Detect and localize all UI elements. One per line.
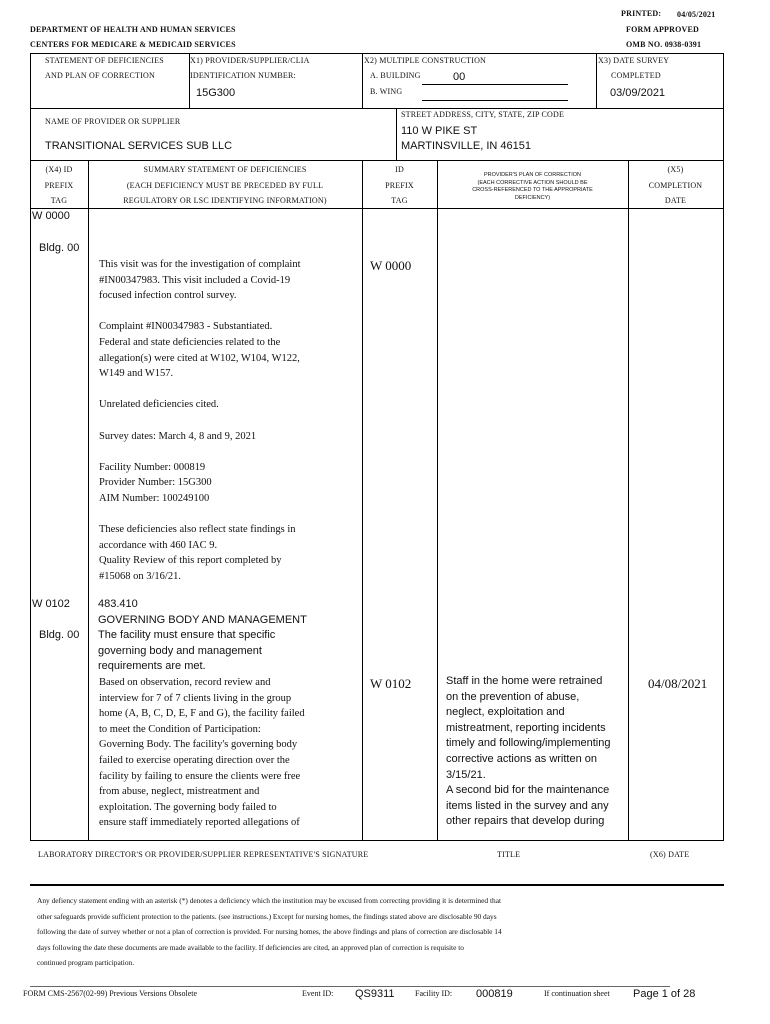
summary-header-line3: REGULATORY OR LSC IDENTIFYING INFORMATION) bbox=[123, 196, 327, 205]
w0000-bldg: Bldg. 00 bbox=[39, 242, 80, 254]
top-box-bottom-border bbox=[30, 108, 724, 109]
provider-name-label: NAME OF PROVIDER OR SUPPLIER bbox=[45, 117, 181, 126]
w0102-id-tag: W 0102 bbox=[370, 676, 412, 691]
footer-rule bbox=[30, 986, 670, 987]
provider-box-bottom-border bbox=[30, 160, 724, 161]
address-label: STREET ADDRESS, CITY, STATE, ZIP CODE bbox=[401, 110, 565, 119]
building-value: 00 bbox=[453, 71, 466, 83]
top-box-divider-3 bbox=[596, 53, 597, 108]
printed-label: PRINTED: bbox=[621, 9, 662, 18]
disclaimer-line5: continued program participation. bbox=[37, 958, 135, 967]
id-header-line3: TAG bbox=[391, 196, 408, 205]
column-header-bottom-border bbox=[30, 208, 724, 209]
x4-header-line3: TAG bbox=[50, 196, 68, 205]
plan-header-line3: CROSS-REFERENCED TO THE APPROPRIATE bbox=[472, 187, 593, 193]
summary-header-line2: (EACH DEFICIENCY MUST BE PRECEDED BY FULL bbox=[126, 181, 324, 190]
id-header-line1: ID bbox=[395, 165, 404, 174]
disclaimer-line4: days following the date these documents are made available to the facility. If deficiencies are cited, an approved plan of correction is requisite to bbox=[37, 942, 464, 952]
signature-bottom-border bbox=[30, 884, 724, 886]
facility-id-label: Facility ID: bbox=[415, 989, 453, 998]
x5-header-line1: (X5) bbox=[667, 165, 684, 174]
table-left-border bbox=[30, 160, 31, 840]
statement-label-line2: AND PLAN OF CORRECTION bbox=[45, 71, 155, 80]
plan-header-line4: DEFICIENCY) bbox=[514, 194, 551, 201]
provider-box-right-border bbox=[723, 108, 724, 160]
table-divider-3 bbox=[437, 160, 438, 840]
id-header-line2: PREFIX bbox=[385, 181, 414, 190]
disclaimer-line1: Any defiency statement ending with an asterisk (*) denotes a deficiency which the institution may be excused from correcting providing it is determined that bbox=[37, 896, 502, 905]
plan-header-line1: PROVIDER'S PLAN OF CORRECTION bbox=[483, 172, 581, 178]
w0000-id-tag: W 0000 bbox=[370, 258, 412, 273]
x5-header-line2: COMPLETION bbox=[648, 181, 703, 190]
department-title: DEPARTMENT OF HEALTH AND HUMAN SERVICES bbox=[30, 25, 236, 34]
x1-label-line2: IDENTIFICATION NUMBER: bbox=[190, 71, 296, 80]
top-box-right-border bbox=[723, 53, 724, 108]
table-bottom-border bbox=[30, 840, 724, 841]
provider-box-left-border bbox=[30, 108, 31, 160]
wing-label: B. WING bbox=[370, 87, 403, 96]
provider-box-divider bbox=[396, 108, 397, 160]
survey-completed-date: 03/09/2021 bbox=[610, 87, 666, 99]
x4-header-line1: (X4) ID bbox=[45, 165, 73, 174]
w0000-summary: This visit was for the investigation of complaint #IN00347983. This visit included a Covid-19 focused infection control survey. Complaint #IN00347983 - Substantiated. Federal and state deficiencies related to the allegation(s) were cited at W102, W104, W122, W149 and W157. Unrelated deficiencies cited. Survey dates: March 4, 8 and 9, 2021 Facility Number: 000819 Provider Number: 15G300 AIM Number: 100249100 These deficiencies also reflect state findings in accordance with 460 IAC 9. Quality Review of this report completed by #15068 on 3/16/21. bbox=[99, 259, 301, 582]
table-divider-4 bbox=[628, 160, 629, 840]
director-signature-label: LABORATORY DIRECTOR'S OR PROVIDER/SUPPLIER REPRESENTATIVE'S SIGNATURE bbox=[38, 850, 369, 859]
provider-name: TRANSITIONAL SERVICES SUB LLC bbox=[45, 140, 233, 152]
event-id-value: QS9311 bbox=[355, 988, 395, 1000]
printed-date: 04/05/2021 bbox=[677, 10, 716, 19]
table-divider-2 bbox=[362, 160, 363, 840]
summary-header-line1: SUMMARY STATEMENT OF DEFICIENCIES bbox=[143, 165, 307, 174]
top-box-top-border bbox=[30, 53, 724, 54]
table-right-border bbox=[723, 160, 724, 840]
top-box-divider-2 bbox=[362, 53, 363, 108]
w0102-heading: 483.410 GOVERNING BODY AND MANAGEMENT The facility must ensure that specific governing body and management requirements are met. bbox=[98, 598, 307, 673]
top-box-left-border bbox=[30, 53, 31, 108]
table-divider-1 bbox=[88, 160, 89, 840]
x2-label: X2) MULTIPLE CONSTRUCTION bbox=[364, 56, 487, 65]
address-line1: 110 W PIKE ST bbox=[401, 125, 478, 137]
w0000-tag: W 0000 bbox=[32, 210, 70, 222]
w0102-completion-date: 04/08/2021 bbox=[648, 676, 708, 691]
x4-header-line2: PREFIX bbox=[44, 181, 74, 190]
event-id-label: Event ID: bbox=[302, 989, 334, 998]
page-number: Page 1 of 28 bbox=[633, 988, 696, 1000]
disclaimer-line2: other safeguards provide sufficient protection to the patients. (see instructions.) Except for nursing homes, the findings stated above are disclosable 90 days bbox=[37, 911, 497, 921]
title-label: TITLE bbox=[497, 850, 521, 859]
disclaimer-line3: following the date of survey whether or not a plan of correction is provided. For nursing homes, the above findings and plans of correction are disclosable 14 bbox=[37, 927, 502, 936]
x3-label-line1: X3) DATE SURVEY bbox=[598, 56, 670, 65]
x1-label-line1: X1) PROVIDER/SUPPLIER/CLIA bbox=[190, 56, 310, 65]
centers-title: CENTERS FOR MEDICARE & MEDICAID SERVICES bbox=[30, 40, 236, 49]
w0102-plan-of-correction: Staff in the home were retrained on the prevention of abuse, neglect, exploitation and mistreatment, reporting incidents timely and following/implementing corrective actions as written on 3/15/21. A second bid for the maintenance items listed in the survey and any other repairs that develop during bbox=[446, 675, 611, 828]
x5-header-line3: DATE bbox=[664, 196, 687, 205]
plan-header-line2: (EACH CORRECTIVE ACTION SHOULD BE bbox=[477, 179, 588, 186]
w0102-summary: Based on observation, record review and interview for 7 of 7 clients living in the group home (A, B, C, D, E, F and G), the facility failed to meet the Condition of Participation: Governing Body. The facility's governing body failed to exercise operating direction over the facility by failing to ensure the clients were free from abuse, neglect, mistreatment and exploitation. The governing body failed to ensure staff immediately reported allegations of bbox=[99, 677, 305, 829]
form-number: FORM CMS-2567(02-99) Previous Versions Obsolete bbox=[23, 989, 198, 998]
disclaimer bbox=[37, 893, 502, 971]
continuation-label: If continuation sheet bbox=[544, 989, 610, 998]
provider-id-value: 15G300 bbox=[196, 87, 236, 99]
w0102-bldg: Bldg. 00 bbox=[39, 629, 80, 641]
building-underline bbox=[422, 84, 568, 85]
address-line2: MARTINSVILLE, IN 46151 bbox=[401, 140, 532, 152]
omb-number: OMB NO. 0938-0391 bbox=[626, 40, 702, 49]
w0102-tag: W 0102 bbox=[32, 598, 70, 610]
x3-label-line2: COMPLETED bbox=[611, 71, 661, 80]
plan-header bbox=[437, 172, 628, 202]
wing-underline bbox=[422, 100, 568, 101]
building-label: A. BUILDING bbox=[370, 71, 421, 80]
facility-id-value: 000819 bbox=[476, 988, 513, 1000]
statement-label-line1: STATEMENT OF DEFICIENCIES bbox=[45, 56, 164, 65]
form-approved: FORM APPROVED bbox=[626, 25, 700, 34]
x6-date-label: (X6) DATE bbox=[650, 850, 690, 859]
